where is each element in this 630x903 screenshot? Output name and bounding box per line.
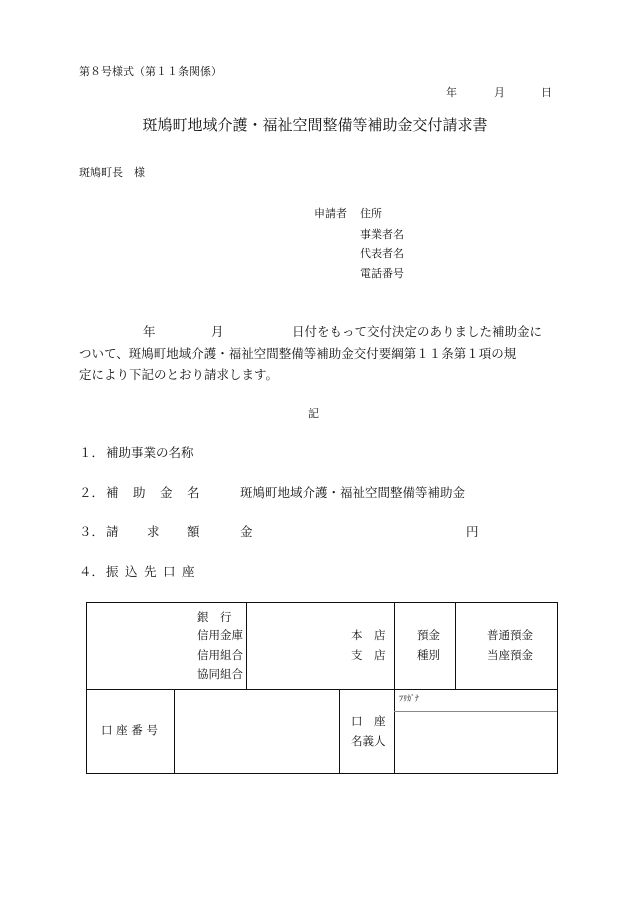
body-date-year: 年	[143, 324, 156, 339]
applicant-phone-label: 電話番号	[360, 267, 404, 280]
bank-type-credit-union: 信用組合	[197, 648, 243, 662]
table-divider	[246, 603, 247, 689]
applicant-label: 申請者	[314, 207, 347, 220]
account-holder-label: 名義人	[351, 734, 386, 748]
addressee: 斑鳩町長 様	[79, 166, 145, 179]
deposit-type-current: 当座預金	[487, 648, 533, 662]
item-3-label-char: 額	[187, 524, 200, 539]
table-divider	[174, 689, 175, 773]
account-holder-label: 口 座	[351, 714, 386, 728]
bank-type-bank: 銀 行	[197, 610, 232, 624]
bank-account-table	[86, 602, 558, 774]
applicant-address-label: 住所	[360, 207, 382, 220]
date-day-label: 日	[541, 86, 552, 99]
bank-type-cooperative: 協同組合	[197, 667, 243, 681]
deposit-type-ordinary: 普通預金	[487, 628, 533, 642]
body-date-month: 月	[211, 324, 224, 339]
applicant-representative-label: 代表者名	[360, 247, 404, 260]
item-4-label-char: 振	[106, 564, 119, 579]
body-line-1: 日付をもって交付決定のありました補助金に	[292, 324, 543, 339]
form-number: 第８号様式（第１１条関係）	[79, 65, 222, 78]
item-4-label-char: 先	[144, 564, 157, 579]
table-divider	[455, 603, 456, 689]
item-4-number: ４．	[79, 564, 105, 579]
furigana-label: ﾌﾘｶﾞﾅ	[399, 694, 419, 703]
item-2-label-char: 金	[160, 485, 173, 500]
date-month-label: 月	[494, 86, 505, 99]
deposit-type-label: 種別	[417, 648, 440, 662]
furigana-divider	[394, 711, 557, 712]
item-2-label-char: 補	[106, 485, 119, 500]
table-divider	[394, 603, 395, 689]
item-4-label-char: 口	[163, 564, 176, 579]
branch-type-head-office: 本 店	[351, 628, 386, 642]
item-2-label-char: 名	[187, 485, 200, 500]
item-2-value: 斑鳩町地域介護・福祉空間整備等補助金	[240, 485, 466, 500]
date-year-label: 年	[446, 86, 457, 99]
item-3-value-label: 金	[240, 524, 253, 539]
item-1-number: １．	[79, 445, 105, 460]
deposit-type-label: 預金	[417, 628, 440, 642]
item-2-label-char: 助	[133, 485, 146, 500]
applicant-business-name-label: 事業者名	[360, 228, 404, 241]
item-1-label: 補助事業の名称	[106, 445, 194, 460]
item-3-label-char: 求	[147, 524, 160, 539]
ki-heading: 記	[308, 407, 319, 420]
branch-type-branch: 支 店	[351, 648, 386, 662]
item-3-unit: 円	[466, 524, 479, 539]
item-4-label-char: 込	[125, 564, 138, 579]
document-title: 斑鳩町地域介護・福祉空間整備等補助金交付請求書	[142, 116, 488, 134]
account-number-label: 口 座 番 号	[101, 723, 158, 737]
bank-type-shinkin: 信用金庫	[197, 628, 243, 642]
table-divider	[394, 689, 395, 773]
item-3-number: ３．	[79, 524, 105, 539]
item-4-label-char: 座	[182, 564, 195, 579]
table-divider	[339, 689, 340, 773]
item-3-label-char: 請	[106, 524, 119, 539]
body-line-3: 定により下記のとおり請求します。	[79, 367, 279, 382]
item-2-number: ２．	[79, 485, 105, 500]
table-divider	[87, 689, 557, 690]
body-line-2: ついて、斑鳩町地域介護・福祉空間整備等補助金交付要綱第１１条第１項の規	[79, 346, 517, 361]
